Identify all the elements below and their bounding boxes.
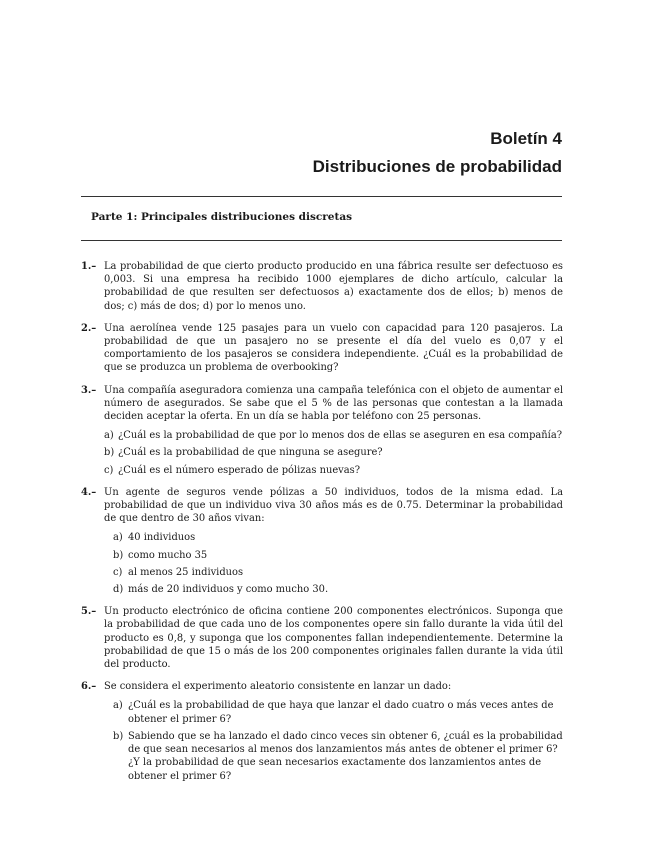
sub-label: a) [113,700,123,712]
problem-1 [81,260,563,313]
problem-number: 3.– [81,384,97,396]
sub-label: d) [113,584,124,596]
sub-text: más de 20 individuos y como mucho 30. [128,584,329,596]
sub-label: a) [104,430,114,442]
sub-question [104,446,563,459]
problem-text: Una compañía aseguradora comienza una campaña telefónica con el objeto de aumentar el número de asegurados. Se sabe que el 5 % de las personas que contestan a la llamada deciden aceptar la oferta. En un día se habla por teléfono con 25 personas. [104,384,563,423]
problem-number: 2.– [81,322,97,334]
problem-number: 6.– [81,681,97,693]
sub-label: b) [113,730,124,742]
problem-text: Un producto electrónico de oficina contiene 200 componentes electrónicos. Suponga que la probabilidad de que cada uno de los componentes opere sin fallo durante la vida útil del producto es 0,8, y suponga que los componentes fallan independientemente. Determine la probabilidad de que 15 o más de los 200 componentes originales fallen durante la vida útil del producto. [104,606,563,671]
sub-text: ¿Cuál es la probabilidad de que haya que lanzar el dado cuatro o más veces antes de obtener el primer 6? [128,700,554,725]
bottom-rule [81,240,562,241]
problem-text: Se considera el experimento aleatorio consistente en lanzar un dado: [104,681,452,693]
problem-text: Una aerolínea vende 125 pasajes para un vuelo con capacidad para 120 pasajeros. La probabilidad de que un pasajero no se presente el día del vuelo es 0,07 y el comportamiento de los pasajeros se considera independiente. ¿Cuál es la probabilidad de que se produzca un problema de overbooking? [104,322,563,374]
sub-text: como mucho 35 [128,549,208,561]
problem-number: 4.– [81,486,97,498]
sub-question [104,429,563,442]
sub-text: al menos 25 individuos [128,566,244,578]
sub-text: ¿Cuál es el número esperado de pólizas nuevas? [118,464,360,476]
sub-questions [104,531,563,596]
problem-4 [81,486,563,596]
sub-text: Sabiendo que se ha lanzado el dado cinco veces sin obtener 6, ¿cuál es la probabilidad de que sean necesarios al menos dos lanzamientos más antes de obtener el primer 6? ¿Y la probabilidad de que sean necesarios exactamente dos lanzamientos antes de obtener el primer 6? [128,730,563,782]
sub-question [104,464,563,477]
problem-text: La probabilidad de que cierto producto producido en una fábrica resulte ser defectuoso es 0,003. Si una empresa ha recibido 1000 ejemplares de dicho artículo, calcular la probabilidad de que resulten ser defectuosos a) exactamente dos de ellos; b) menos de dos; c) más de dos; d) por lo menos uno. [104,261,563,312]
sub-text: 40 individuos [128,532,196,544]
problem-text: Un agente de seguros vende pólizas a 50 individuos, todos de la misma edad. La probabilidad de que un individuo viva 30 años más es de 0.75. Determinar la probabilidad de que dentro de 30 años vivan: [104,486,563,525]
bulletin-subtitle: Distribuciones de probabilidad [312,157,562,176]
problem-number: 1.– [81,261,97,272]
sub-question [104,730,563,783]
sub-text: ¿Cuál es la probabilidad de que por lo menos dos de ellas se aseguren en esa compañía? [118,430,563,442]
sub-questions [104,429,563,477]
problem-6 [81,680,563,782]
sub-question [104,531,563,544]
sub-question [104,583,563,596]
sub-question [104,566,563,579]
part-title: Parte 1: Principales distribuciones discretas [91,211,353,223]
problem-2 [81,322,563,375]
heading-block [313,128,562,178]
problem-list [81,260,563,792]
sub-label: b) [113,549,124,561]
sub-label: c) [104,464,114,476]
bulletin-title: Boletín 4 [490,129,562,148]
problem-number: 5.– [81,606,97,618]
sub-question [104,699,563,725]
sub-questions [104,699,563,782]
sub-label: b) [104,447,115,459]
problem-3 [81,384,563,477]
sub-question [104,549,563,562]
sub-label: c) [113,566,123,578]
problem-5 [81,605,563,671]
sub-label: a) [113,532,123,544]
sub-text: ¿Cuál es la probabilidad de que ninguna se asegure? [118,447,383,459]
top-rule [81,196,562,197]
